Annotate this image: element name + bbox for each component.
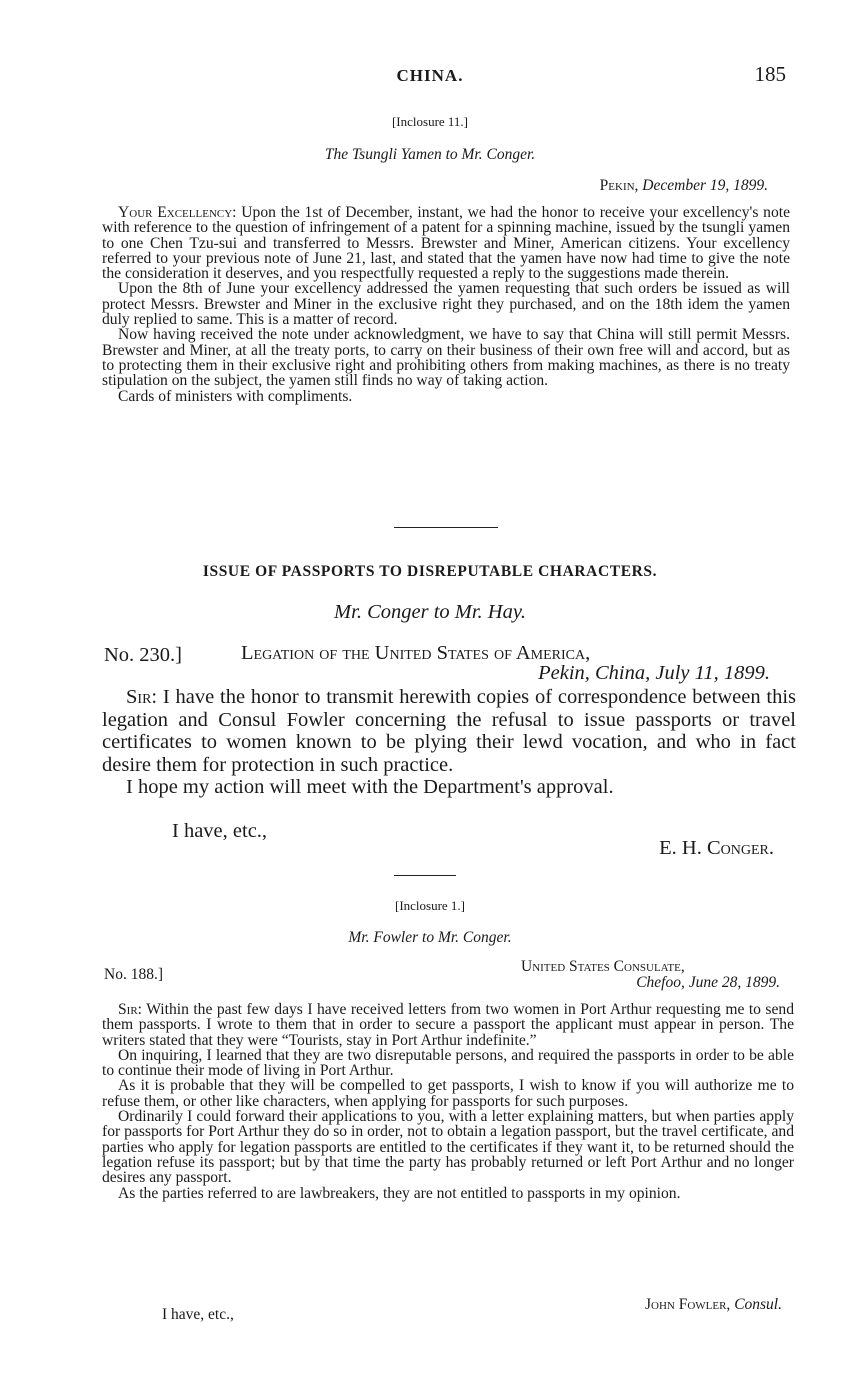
section-title: ISSUE OF PASSPORTS TO DISREPUTABLE CHARACTERS. [202,563,658,580]
despatch-body [102,686,796,799]
page-number: 185 [754,62,786,86]
consular-dateline: Chefoo, June 28, 1899. [636,974,780,991]
inclosure-1-paragraph: As the parties referred to are lawbreakers, they are not entitled to passports in my opinion. [118,1184,681,1202]
despatch-paragraph: Sir: I have the honor to transmit herewith copies of correspondence between this legation and Consul Fowler concerning the refusal to issue passports or travel certificates to women known to be plying their lewd vocation, and who in fact desire them for protection in such practice. [102,686,796,776]
legation-line: Legation of the United States of America, [241,642,591,664]
inclosure-1-heading: Mr. Fowler to Mr. Conger. [348,929,512,946]
inclosure-11-dateline [600,177,768,195]
inclosure-1-paragraph: Ordinarily I could forward their applications to you, with a letter explaining matters, but when parties apply for passports for Port Arthur they do so in order, not to obtain a legation passport, but the travel certificate, and parties who apply for legation passports are entitled to the certificates if they want it, to be returned should the legation refuse its passport; but by that time the party has probably returned or left Port Arthur and no longer desires any passport. [102,1108,794,1187]
dateline-place: Pekin, [599,177,639,194]
inclosure-1-paragraph: As it is probable that they will be compelled to get passports, I wish to know if you will authorize me to refuse them, or other like characters, when applying for passports for such purposes. [102,1077,794,1110]
inclosure-1-label: [Inclosure 1.] [394,898,466,913]
despatch-number: No. 230.] [104,644,183,666]
salutation: Sir: [126,686,158,708]
consular-number: No. 188.] [104,966,163,983]
section-divider [394,527,498,528]
inclosure-1-body [102,1002,794,1201]
inclosure-11-label: [Inclosure 11.] [391,114,469,129]
inclosure-11-heading: The Tsungli Yamen to Mr. Conger. [324,146,536,163]
despatch-dateline: Pekin, China, July 11, 1899. [538,662,770,684]
inclosure-11-paragraph: Cards of ministers with compliments. [118,387,353,405]
consulate-line: United States Consulate, [521,958,685,975]
running-title: CHINA. [396,66,464,85]
consular-signature [645,1296,782,1314]
inclosure-11-body [102,205,790,404]
signature-name: John Fowler, [644,1296,731,1313]
signature-title: Consul. [734,1296,782,1313]
despatch-signature: E. H. Conger. [659,837,774,859]
salutation: Your Excellency: [118,204,237,221]
despatch-closing: I have, etc., [172,820,268,842]
section-divider [394,875,456,876]
letter-heading: Mr. Conger to Mr. Hay. [334,601,526,623]
salutation: Sir: [118,1001,143,1018]
inclosure-1-paragraph: On inquiring, I learned that they are two disreputable persons, and required the passports in order to be able to continue their mode of living in Port Arthur. [102,1046,794,1080]
inclosure-11-paragraph: Your Excellency: Upon the 1st of December, instant, we had the honor to receive your excellency's note with reference to the question of infringement of a patent for a spinning machine, issued by the tsungli yamen to one Chen Tzu-sui and transferred to Messrs. Brewster and Miner, American citizens. Your excellency referred to your previous note of June 21, last, and stated that the yamen have now had time to give the note the consideration it deserves, and you respectfully requested a reply to the suggestions made therein. [102,204,790,283]
inclosure-1-paragraph: Sir: Within the past few days I have received letters from two women in Port Arthur requesting me to send them passports. I wrote to them that in order to secure a passport the applicant must appear in person. The writers stated that they were “Tourists, stay in Port Arthur indefinite.” [102,1001,794,1049]
consular-closing: I have, etc., [162,1306,234,1323]
despatch-paragraph: I hope my action will meet with the Department's approval. [126,776,614,798]
inclosure-11-paragraph: Upon the 8th of June your excellency addressed the yamen requesting that such orders be issued as will protect Messrs. Brewster and Miner in the exclusive right they purchased, and on the 18th idem the yamen duly replied to same. This is a matter of record. [102,280,790,329]
dateline-date: December 19, 1899. [642,177,768,194]
inclosure-11-paragraph: Now having received the note under acknowledgment, we have to say that China will still permit Messrs. Brewster and Miner, at all the treaty ports, to carry on their business of their own free will and accord, but as to protecting them in their exclusive right and prohibiting others from making machines, as there is no treaty stipulation on the subject, the yamen still finds no way of taking action. [102,326,790,390]
